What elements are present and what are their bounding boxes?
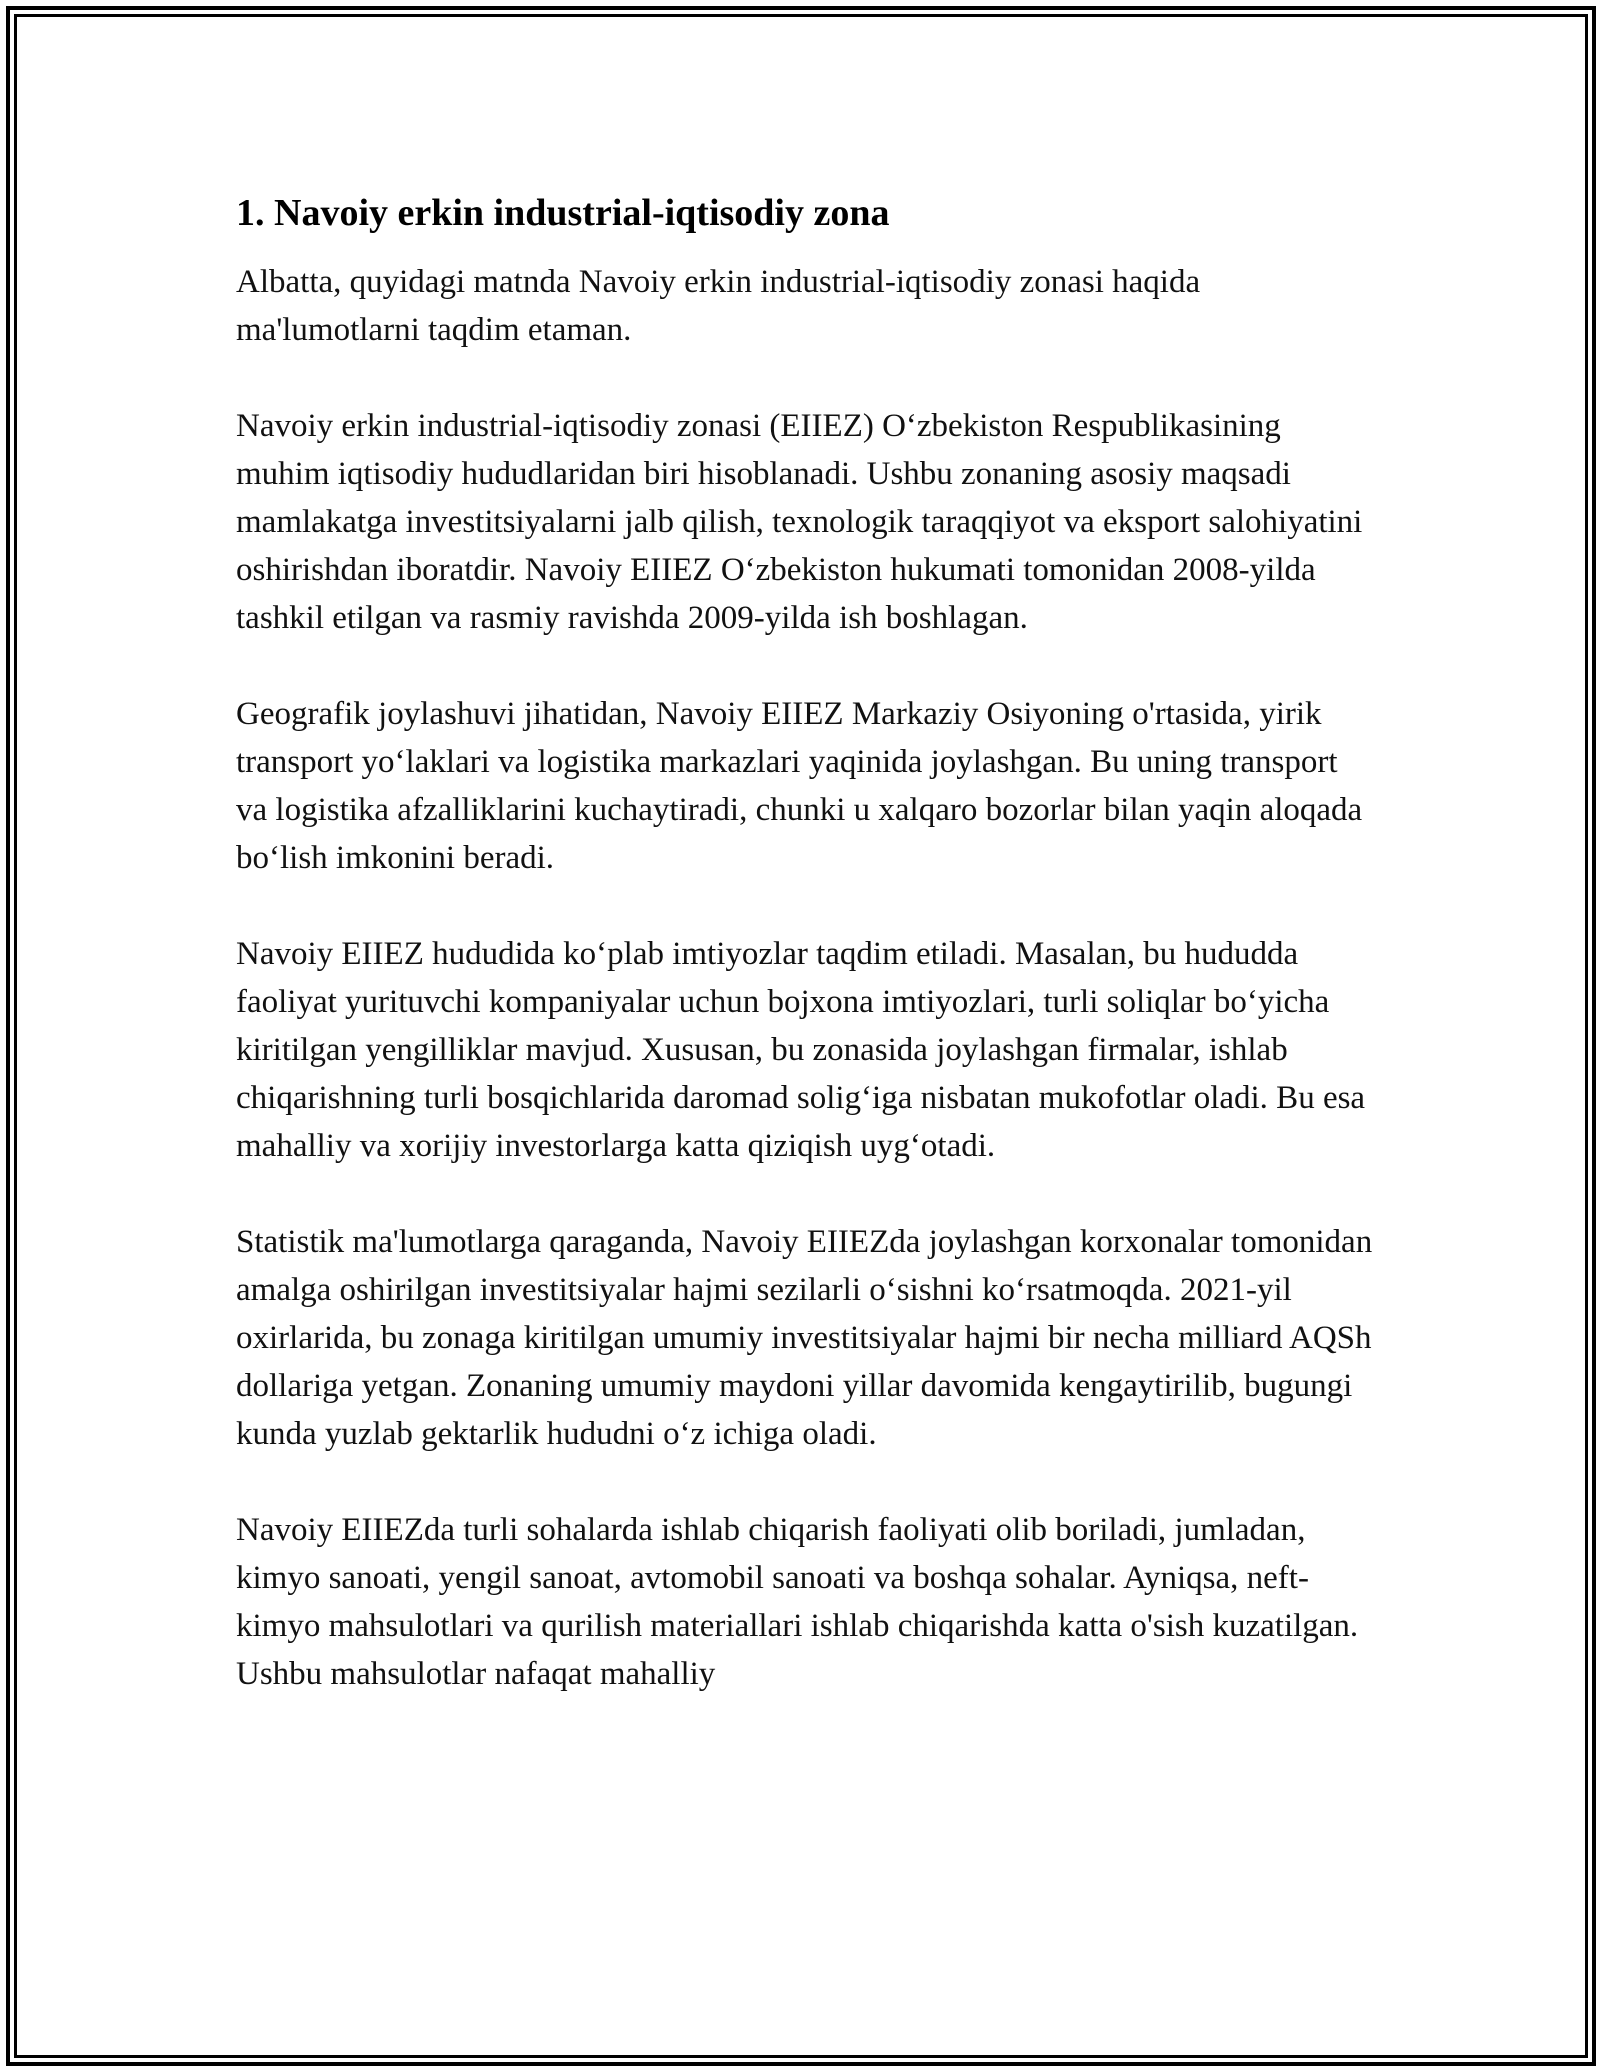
paragraph-statistics: Statistik ma'lumotlarga qaraganda, Navoiy EIIEZda joylashgan korxonalar tomonidan amalga oshirilgan investitsiyalar hajmi sezilarli o‘sishni ko‘rsatmoqda. 2021-yil oxirlarida, bu zonaga kiritilgan umumiy investitsiyalar hajmi bir necha milliard AQSh dollariga yetgan. Zonaning umumiy maydoni yillar davomida kengaytirilib, bugungi kunda yuzlab gektarlik hududni o‘z ichiga oladi. (236, 1224, 1373, 1452)
document-body (236, 186, 1376, 1746)
section-heading: 1. Navoiy erkin industrial-iqtisodiy zona (236, 192, 890, 234)
paragraph-incentives: Navoiy EIIEZ hududida ko‘plab imtiyozlar taqdim etiladi. Masalan, bu hududda faoliyat yurituvchi kompaniyalar uchun bojxona imtiyozlari, turli soliqlar bo‘yicha kiritilgan yengilliklar mavjud. Xususan, bu zonasida joylashgan firmalar, ishlab chiqarishning turli bosqichlarida daromad solig‘iga nisbatan mukofotlar oladi. Bu esa mahalliy va xorijiy investorlarga katta qiziqish uyg‘otadi. (236, 936, 1366, 1164)
paragraph-overview: Navoiy erkin industrial-iqtisodiy zonasi (EIIEZ) O‘zbekiston Respublikasining muhim iqtisodiy hududlaridan biri hisoblanadi. Ushbu zonaning asosiy maqsadi mamlakatga investitsiyalarni jalb qilish, texnologik taraqqiyot va eksport salohiyatini oshirishdan iboratdir. Navoiy EIIEZ O‘zbekiston hukumati tomonidan 2008-yilda tashkil etilgan va rasmiy ravishda 2009-yilda ish boshlagan. (236, 408, 1363, 636)
paragraph-geography: Geografik joylashuvi jihatidan, Navoiy EIIEZ Markaziy Osiyoning o'rtasida, yirik transport yo‘laklari va logistika markazlari yaqinida joylashgan. Bu uning transport va logistika afzalliklarini kuchaytiradi, chunki u xalqaro bozorlar bilan yaqin aloqada bo‘lish imkonini beradi. (236, 696, 1363, 876)
paragraph-intro: Albatta, quyidagi matnda Navoiy erkin industrial-iqtisodiy zonasi haqida ma'lumotlarni taqdim etaman. (236, 264, 1201, 348)
paragraph-industries: Navoiy EIIEZda turli sohalarda ishlab chiqarish faoliyati olib boriladi, jumladan, kimyo sanoati, yengil sanoat, avtomobil sanoati va boshqa sohalar. Ayniqsa, neft-kimyo mahsulotlari va qurilish materiallari ishlab chiqarishda katta o'sish kuzatilgan. Ushbu mahsulotlar nafaqat mahalliy (236, 1512, 1359, 1692)
